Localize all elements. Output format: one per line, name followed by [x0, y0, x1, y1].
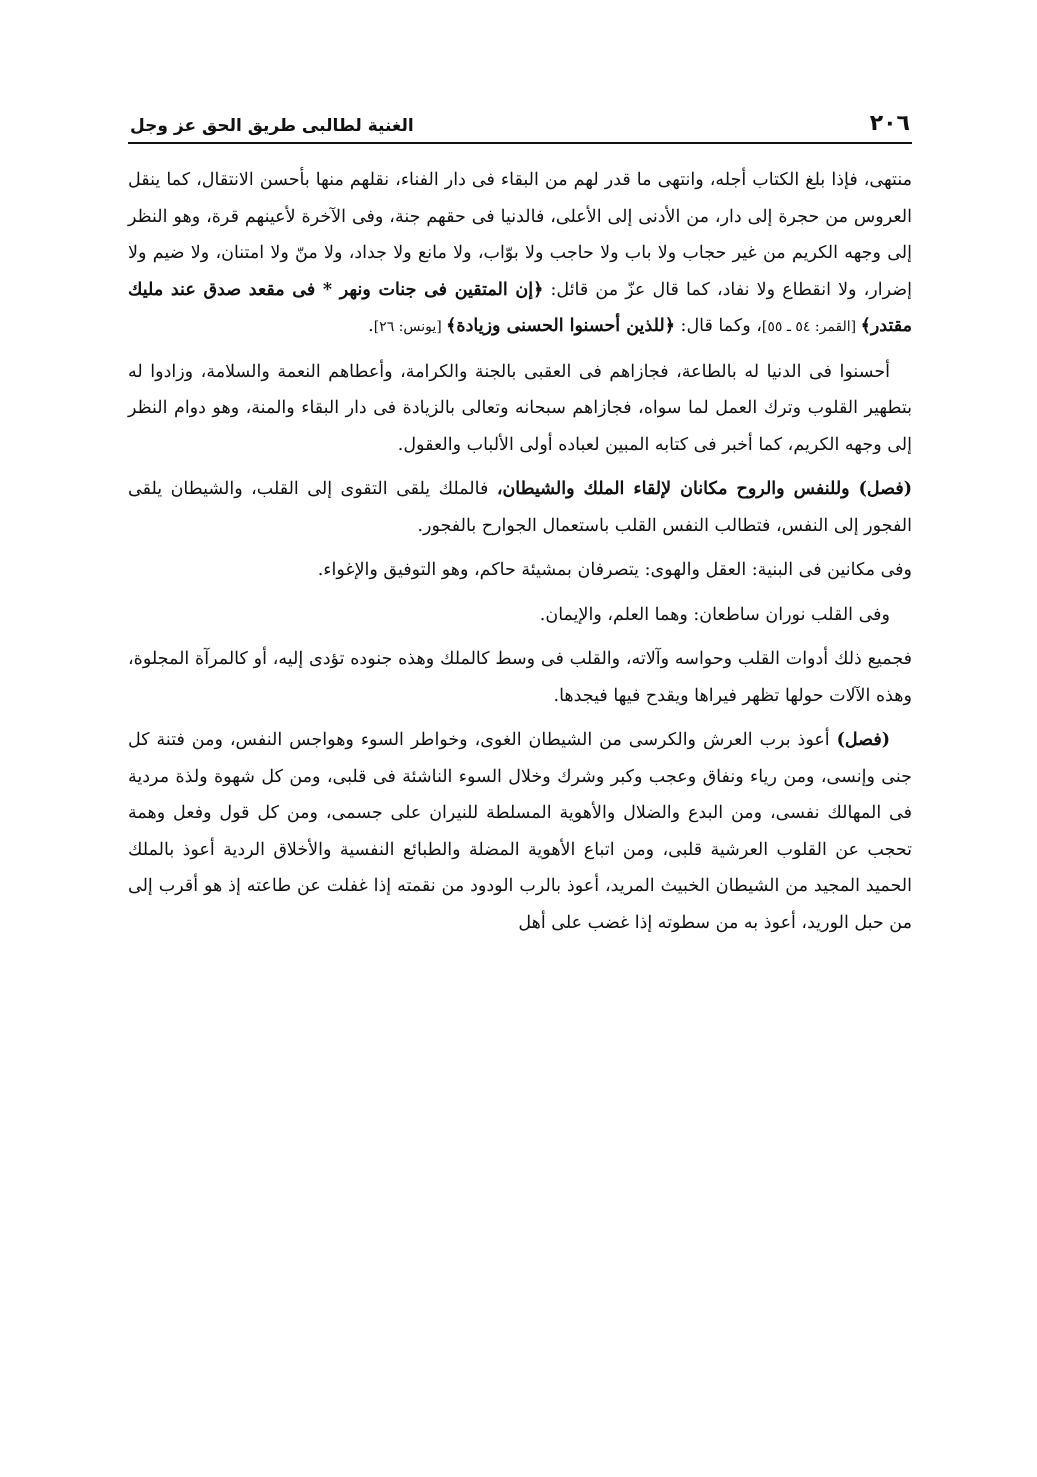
section-heading-2: (فصل)	[836, 730, 890, 750]
paragraph-1-text: منتهى، فإذا بلغ الكتاب أجله، وانتهى ما قدر لهم من البقاء فى دار الفناء، نقلهم منها بأحسن الانتقال، كما ينقل العروس من حجرة إلى دار، من الأدنى إلى الأعلى، فالدنيا فى حقهم جنة، وفى الآخرة لأعينهم قرة، وهو النظر إلى وجهه الكريم من غير حجاب ولا باب ولا حاجب ولا بوّاب، ولا مانع ولا جداد، ولا منّ ولا امتنان، ولا ضيم ولا إضرار، ولا انقطاع ولا نفاد، كما قال عزّ من قائل:	[128, 170, 912, 300]
quran-quote-2: ﴿للذين أحسنوا الحسنى وزيادة﴾	[446, 316, 675, 336]
running-title: الغنية لطالبى طريق الحق عز وجل	[130, 116, 414, 136]
book-page	[128, 100, 912, 1400]
quran-citation-1: [القمر: ٥٤ ـ ٥٥]	[761, 319, 861, 335]
quran-quote-1: ﴿إن المتقين فى جنات ونهر * فى مقعد صدق عند مليك مقتدر﴾	[128, 279, 912, 336]
paragraph-4: وفى مكانين فى البنية: العقل والهوى: يتصرفان بمشيئة حاكم، وهو التوفيق والإغواء.	[317, 560, 912, 580]
section-heading-1: (فصل) وللنفس والروح مكانان لإلقاء الملك والشيطان،	[496, 479, 912, 499]
page-body	[128, 162, 912, 941]
paragraph-5: وفى القلب نوران ساطعان: وهما العلم، والإيمان.	[539, 604, 890, 625]
paragraph-7	[128, 722, 912, 941]
paragraph-6: فجميع ذلك أدوات القلب وحواسه وآلاته، والقلب فى وسط كالملك وهذه جنوده تؤدى إليه، أو كالمرآة المجلوة، وهذه الآلات حولها تظهر فيراها ويقدح فيها فيجدها.	[128, 649, 912, 706]
paragraph-1	[128, 162, 912, 346]
paragraph-2: أحسنوا فى الدنيا له بالطاعة، فجازاهم فى العقبى بالجنة والكرامة، وأعطاهم النعمة والسلامة، وزادوا له بتطهير القلوب وترك العمل لما سواه، فجازاهم سبحانه وتعالى بالزيادة فى دار البقاء والمنة، وهو دوام النظر إلى وجهه الكريم، كما أخبر فى كتابه المبين لعباده أولى الألباب والعقول.	[128, 361, 912, 455]
paragraph-1-end: .	[368, 316, 374, 336]
page-number: ٢٠٦	[869, 111, 910, 136]
paragraph-3-text: فالملك يلقى التقوى إلى القلب، والشيطان يلقى الفجور إلى النفس، فتطالب النفس القلب باستعمال الجوارح بالفجور.	[128, 479, 912, 536]
quran-citation-2: [يونس: ٢٦]	[373, 319, 447, 335]
page-header	[128, 100, 912, 144]
paragraph-7-text: أعوذ برب العرش والكرسى من الشيطان الغوى، وخواطر السوء وهواجس النفس، ومن فتنة كل جنى وإنسى، ومن رياء ونفاق وعجب وكبر وشرك وخلال السوء الناشئة فى قلبى، ومن كل شهوة ولذة مردية فى المهالك نفسى، ومن البدع والضلال والأهوية المسلطة للنيران على جسمى، ومن كل قول وفعل وهمة تحجب عن القلوب العرشية قلبى، ومن اتباع الأهوية المضلة والطبائع النفسية والأخلاق الردية أعوذ بالملك الحميد المجيد من الشيطان الخبيث المريد، أعوذ بالرب الودود من نقمته إذا غفلت عن طاعته إذ هو أقرب إلى من حبل الوريد، أعوذ به من سطوته إذا غضب على أهل	[128, 730, 912, 933]
paragraph-1-connector: ، وكما قال:	[674, 316, 762, 336]
paragraph-3	[128, 471, 912, 544]
